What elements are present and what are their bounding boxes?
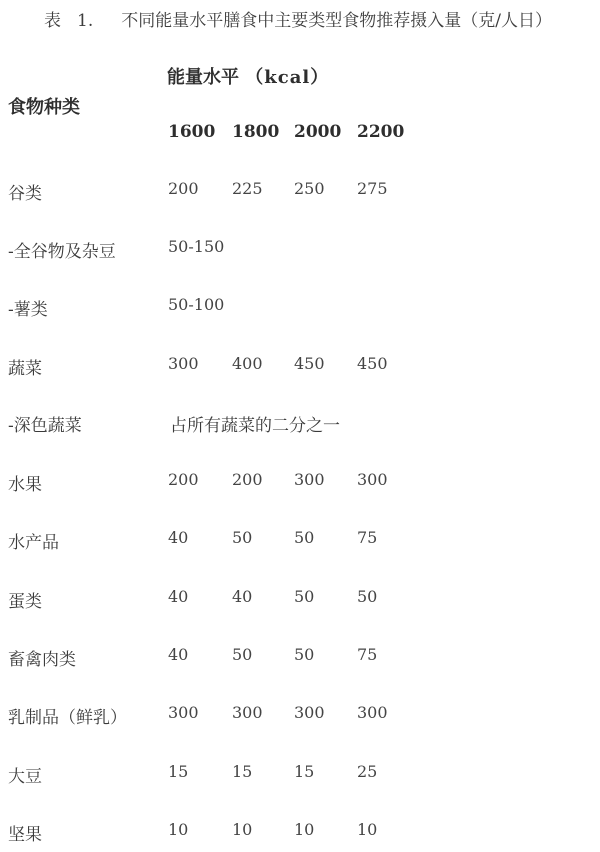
table-cell: 200 [232, 470, 263, 489]
table-cell: 300 [357, 470, 388, 489]
table-row-grains [0, 179, 600, 209]
table-cell: 40 [168, 645, 189, 664]
level-header-1800: 1800 [232, 122, 280, 142]
table-cell: 300 [168, 703, 199, 722]
row-label: 谷类 [8, 184, 42, 204]
table-cell: 250 [294, 179, 325, 198]
table-cell: 15 [232, 762, 253, 781]
table-cell: 40 [232, 587, 253, 606]
table-row-soybeans [0, 762, 600, 792]
table-cell: 25 [357, 762, 378, 781]
table-row-dairy [0, 703, 600, 733]
table-row-vegetables [0, 354, 600, 384]
row-label: -全谷物及杂豆 [8, 242, 116, 262]
row-label: 畜禽肉类 [8, 650, 76, 670]
table-row-nuts [0, 820, 600, 850]
table-cell: 400 [232, 354, 263, 373]
table-cell: 50 [294, 587, 315, 606]
table-cell: 10 [294, 820, 315, 839]
table-cell: 200 [168, 179, 199, 198]
table-cell: 75 [357, 645, 378, 664]
row-label: 水产品 [8, 533, 59, 553]
table-row-meat-poultry [0, 645, 600, 675]
table-cell: 275 [357, 179, 388, 198]
table-title: 不同能量水平膳食中主要类型食物推荐摄入量（克/人日） [121, 11, 552, 31]
food-type-column-header: 食物种类 [8, 97, 80, 118]
table-cell: 15 [294, 762, 315, 781]
table-cell: 40 [168, 528, 189, 547]
level-header-1600: 1600 [168, 122, 216, 142]
table-label: 表 [44, 11, 61, 31]
table-cell: 50 [232, 645, 253, 664]
table-cell: 300 [357, 703, 388, 722]
table-cell: 200 [168, 470, 199, 489]
energy-unit-label: （kcal） [245, 67, 330, 88]
level-header-2000: 2000 [294, 122, 342, 142]
level-header-2200: 2200 [357, 122, 405, 142]
table-cell: 450 [357, 354, 388, 373]
row-label: 蔬菜 [8, 359, 42, 379]
table-cell: 300 [294, 470, 325, 489]
row-label: 乳制品（鲜乳） [8, 708, 127, 728]
table-cell: 300 [294, 703, 325, 722]
row-label: -薯类 [8, 300, 48, 320]
row-label: 大豆 [8, 767, 42, 787]
table-cell: 50 [294, 528, 315, 547]
table-row-aquatic-products [0, 528, 600, 558]
table-row-whole-grains [0, 237, 600, 267]
table-cell: 225 [232, 179, 263, 198]
table-cell: 450 [294, 354, 325, 373]
table-row-fruit [0, 470, 600, 500]
row-label: -深色蔬菜 [8, 416, 82, 436]
energy-level-label: 能量水平 [167, 67, 239, 88]
table-cell: 10 [357, 820, 378, 839]
table-cell: 50 [232, 528, 253, 547]
table-cell: 50-100 [168, 295, 225, 314]
row-label: 坚果 [8, 825, 42, 845]
table-row-tubers [0, 295, 600, 325]
table-cell: 50 [357, 587, 378, 606]
table-cell: 10 [168, 820, 189, 839]
table-cell: 10 [232, 820, 253, 839]
energy-level-header [167, 63, 329, 89]
table-row-dark-vegetables [0, 411, 600, 441]
table-cell: 300 [232, 703, 263, 722]
table-cell: 15 [168, 762, 189, 781]
table-cell: 50-150 [168, 237, 225, 256]
table-cell: 300 [168, 354, 199, 373]
table-row-eggs [0, 587, 600, 617]
table-cell-note: 占所有蔬菜的二分之一 [170, 416, 340, 436]
table-cell: 75 [357, 528, 378, 547]
table-caption [44, 6, 552, 31]
table-cell: 50 [294, 645, 315, 664]
table-cell: 40 [168, 587, 189, 606]
table-number: 1. [77, 11, 94, 31]
row-label: 蛋类 [8, 592, 42, 612]
row-label: 水果 [8, 475, 42, 495]
